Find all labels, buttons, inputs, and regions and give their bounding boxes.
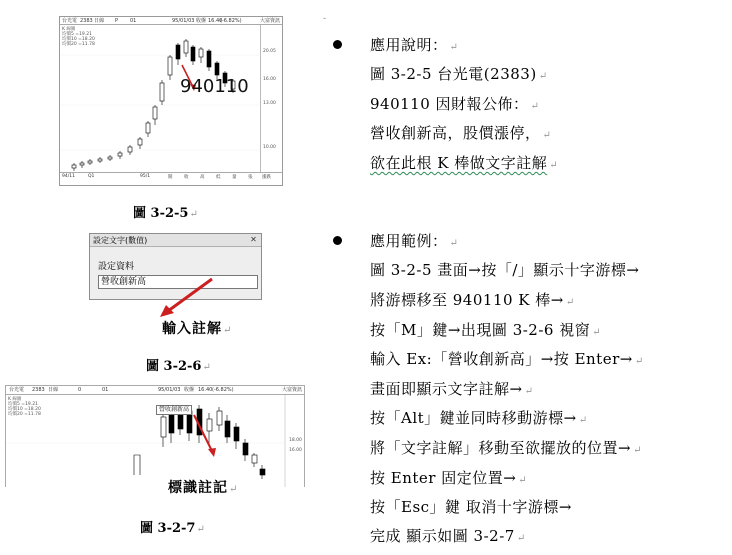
section2-line: 畫面即顯示文字註解→ ↵ xyxy=(370,380,533,398)
change-pct: (-6.82%) xyxy=(220,18,242,24)
indicator-ma5: 均價5 =19.21 xyxy=(8,402,38,407)
setting-label: 設定資料 xyxy=(98,262,135,272)
close-price: 16.40 xyxy=(198,387,213,393)
header-flag: P xyxy=(115,18,119,24)
stock-name: 台光電 xyxy=(62,18,78,24)
section1-line: 圖 3-2-5 台光電(2383) ↵ xyxy=(370,65,548,83)
footer-item: Q1 xyxy=(88,174,95,179)
close-label: 收盤 xyxy=(196,18,207,24)
footer-item: 漲跌 xyxy=(262,175,271,180)
section2-title: 應用範例： ↵ xyxy=(370,232,458,250)
y-tick: 20.05 xyxy=(263,49,276,54)
y-axis xyxy=(260,25,283,173)
stock-code: 2383 xyxy=(32,387,45,393)
footer-item: 低 xyxy=(216,175,221,180)
indicator-title: K 線圖 xyxy=(62,27,76,32)
footer-item: 量 xyxy=(232,175,237,180)
section1-line: 營收創新高，股價漲停， ↵ xyxy=(370,124,551,142)
figure-3-2-7-chart xyxy=(5,385,305,487)
candlestick-plot xyxy=(60,25,260,173)
indicator-ma10: 均價10 =18.20 xyxy=(8,407,41,412)
bullet-icon xyxy=(333,40,342,49)
footer-item: 95/1 xyxy=(140,174,151,179)
stock-name: 台光電 xyxy=(9,387,25,393)
date: 95/01/03 xyxy=(158,387,181,393)
marked-annotation-label: 標識註記↵ xyxy=(168,480,239,496)
section2-line: 輸入 Ex:「營收創新高」→按 Enter→ ↵ xyxy=(370,350,644,368)
stock-code: 2383 xyxy=(80,18,93,24)
y-tick: 13.00 xyxy=(263,101,276,106)
header-num: 01 xyxy=(102,387,109,393)
section2-line: 按「M」鍵→出現圖 3-2-6 視窗 ↵ xyxy=(370,321,601,339)
y-tick: 16.00 xyxy=(263,77,276,82)
y-tick: 18.00 xyxy=(289,438,302,443)
section2-line: 按「Esc」鍵 取消十字游標→ xyxy=(370,498,572,516)
section1-title: 應用說明： ↵ xyxy=(370,36,458,54)
section2-line: 將游標移至 940110 K 棒→ ↵ xyxy=(370,291,575,309)
footer-item: 張 xyxy=(248,175,253,180)
input-annotation-label: 輸入註解↵ xyxy=(162,321,233,337)
figure-3-2-5-chart xyxy=(59,16,283,186)
section1-line: 欲在此根 K 棒做文字註解 ↵ xyxy=(370,154,558,172)
caption-3-2-5: 圖 3-2-5↵ xyxy=(133,206,198,221)
bullet-icon xyxy=(333,236,342,245)
footer-item: 94/11 xyxy=(62,174,75,179)
indicator-ma20: 均價20 =11.78 xyxy=(8,412,41,417)
text-annotation-label[interactable]: 營收創新高 xyxy=(156,405,192,415)
footer-item: 收 xyxy=(184,175,189,180)
section2-line: 將「文字註解」移動至欲擺放的位置→ ↵ xyxy=(370,439,642,457)
header-num: 01 xyxy=(130,18,137,24)
date-annotation: 940110 xyxy=(180,76,249,97)
section2-line: 圖 3-2-5 畫面→按「/」顯示十字游標→ xyxy=(370,261,640,279)
chart-header xyxy=(6,386,304,395)
indicator-ma20: 均價20 =11.78 xyxy=(62,42,95,47)
footer-item: 開 xyxy=(168,175,173,180)
date: 95/01/03 xyxy=(172,18,195,24)
indicator-title: K 線圖 xyxy=(8,397,22,402)
caption-3-2-7: 圖 3-2-7↵ xyxy=(140,521,205,536)
section2-line: 按 Enter 固定位置→ ↵ xyxy=(370,469,527,487)
dialog-title: 設定文字(數值) xyxy=(93,236,148,245)
y-tick: 16.00 xyxy=(289,448,302,453)
section2-line: 完成 顯示如圖 3-2-7 ↵ xyxy=(370,527,526,545)
section1-line: 940110 因財報公佈： ↵ xyxy=(370,95,539,113)
period: 日線 xyxy=(48,387,59,393)
change-pct: (-6.82%) xyxy=(212,387,234,393)
top-dash-mark: - xyxy=(323,14,327,24)
caption-3-2-6: 圖 3-2-6↵ xyxy=(146,359,211,374)
chart-footer xyxy=(60,172,282,185)
footer-item: 高 xyxy=(200,175,205,180)
close-icon[interactable]: ✕ xyxy=(250,235,257,244)
header-flag: 0 xyxy=(78,387,82,393)
period: 日線 xyxy=(94,18,105,24)
y-tick: 10.00 xyxy=(263,145,276,150)
dialog-titlebar xyxy=(90,234,261,247)
indicator-ma10: 均價10 =18.20 xyxy=(62,37,95,42)
chart-header xyxy=(60,17,282,25)
close-price: 16.40 xyxy=(208,18,223,24)
vendor-name: 大富資訊 xyxy=(260,18,281,24)
annotation-input[interactable]: 營收創新高 xyxy=(98,275,258,289)
close-label: 收盤 xyxy=(184,387,195,393)
section2-line: 按「Alt」鍵並同時移動游標→ ↵ xyxy=(370,409,588,427)
indicator-ma5: 均價5 =19.21 xyxy=(62,32,92,37)
vendor-name: 大富資訊 xyxy=(282,387,303,393)
